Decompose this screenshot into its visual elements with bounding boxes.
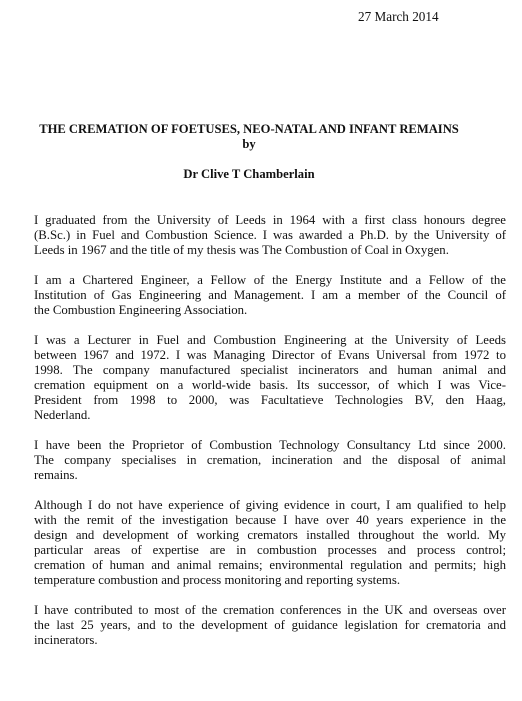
document-body bbox=[34, 213, 506, 663]
paragraph-line: Nederland. bbox=[34, 408, 91, 422]
author-name: Dr Clive T Chamberlain bbox=[183, 167, 315, 181]
paragraph-line: I have been the Proprietor of Combustion Technology Consultancy Ltd since 2000. bbox=[34, 438, 506, 452]
paragraph-line: the Combustion Engineering Association. bbox=[34, 303, 248, 317]
paragraph-line: with the remit of the investigation because I have over 40 years experience in the bbox=[34, 513, 506, 527]
paragraph-memberships bbox=[34, 273, 506, 318]
paragraph-line: design and development of working cremators installed throughout the world. My bbox=[34, 528, 506, 542]
paragraph-qualifications bbox=[34, 498, 506, 588]
paragraph-line: particular areas of expertise are in combustion processes and process control; bbox=[34, 543, 506, 557]
paragraph-line: I am a Chartered Engineer, a Fellow of the Energy Institute and a Fellow of the bbox=[34, 273, 506, 287]
paragraph-line: cremation equipment on a world-wide basis. Its successor, of which I was Vice- bbox=[34, 378, 506, 392]
paragraph-line: the last 25 years, and to the development of guidance legislation for crematoria and bbox=[34, 618, 506, 632]
paragraph-line: I have contributed to most of the cremation conferences in the UK and overseas over bbox=[34, 603, 506, 617]
document-date: 27 March 2014 bbox=[358, 9, 439, 24]
paragraph-line: I was a Lecturer in Fuel and Combustion Engineering at the University of Leeds bbox=[34, 333, 506, 347]
paragraph-line: cremation of human and animal remains; environmental regulation and permits; high bbox=[34, 558, 506, 572]
paragraph-consultancy bbox=[34, 438, 506, 483]
paragraph-line: Although I do not have experience of giving evidence in court, I am qualified to help bbox=[34, 498, 506, 512]
paragraph-line: 1998. The company manufactured specialist incinerators and human animal and bbox=[34, 363, 506, 377]
paragraph-contributions bbox=[34, 603, 506, 648]
paragraph-education bbox=[34, 213, 506, 258]
paragraph-career bbox=[34, 333, 506, 423]
paragraph-line: remains. bbox=[34, 468, 78, 482]
document-title: THE CREMATION OF FOETUSES, NEO-NATAL AND INFANT REMAINS bbox=[39, 122, 459, 136]
paragraph-line: The company specialises in cremation, incineration and the disposal of animal bbox=[34, 453, 506, 467]
paragraph-line: temperature combustion and process monitoring and reporting systems. bbox=[34, 573, 401, 587]
paragraph-line: I graduated from the University of Leeds in 1964 with a first class honours degree bbox=[34, 213, 506, 227]
paragraph-line: Institution of Gas Engineering and Management. I am a member of the Council of bbox=[34, 288, 506, 302]
paragraph-line: President from 1998 to 2000, was Facultatieve Technologies BV, den Haag, bbox=[34, 393, 506, 407]
paragraph-line: incinerators. bbox=[34, 633, 98, 647]
paragraph-line: (B.Sc.) in Fuel and Combustion Science. I was awarded a Ph.D. by the University of bbox=[34, 228, 506, 242]
paragraph-line: between 1967 and 1972. I was Managing Director of Evans Universal from 1972 to bbox=[34, 348, 506, 362]
paragraph-line: Leeds in 1967 and the title of my thesis was The Combustion of Coal in Oxygen. bbox=[34, 243, 449, 257]
byline-by: by bbox=[242, 137, 256, 151]
